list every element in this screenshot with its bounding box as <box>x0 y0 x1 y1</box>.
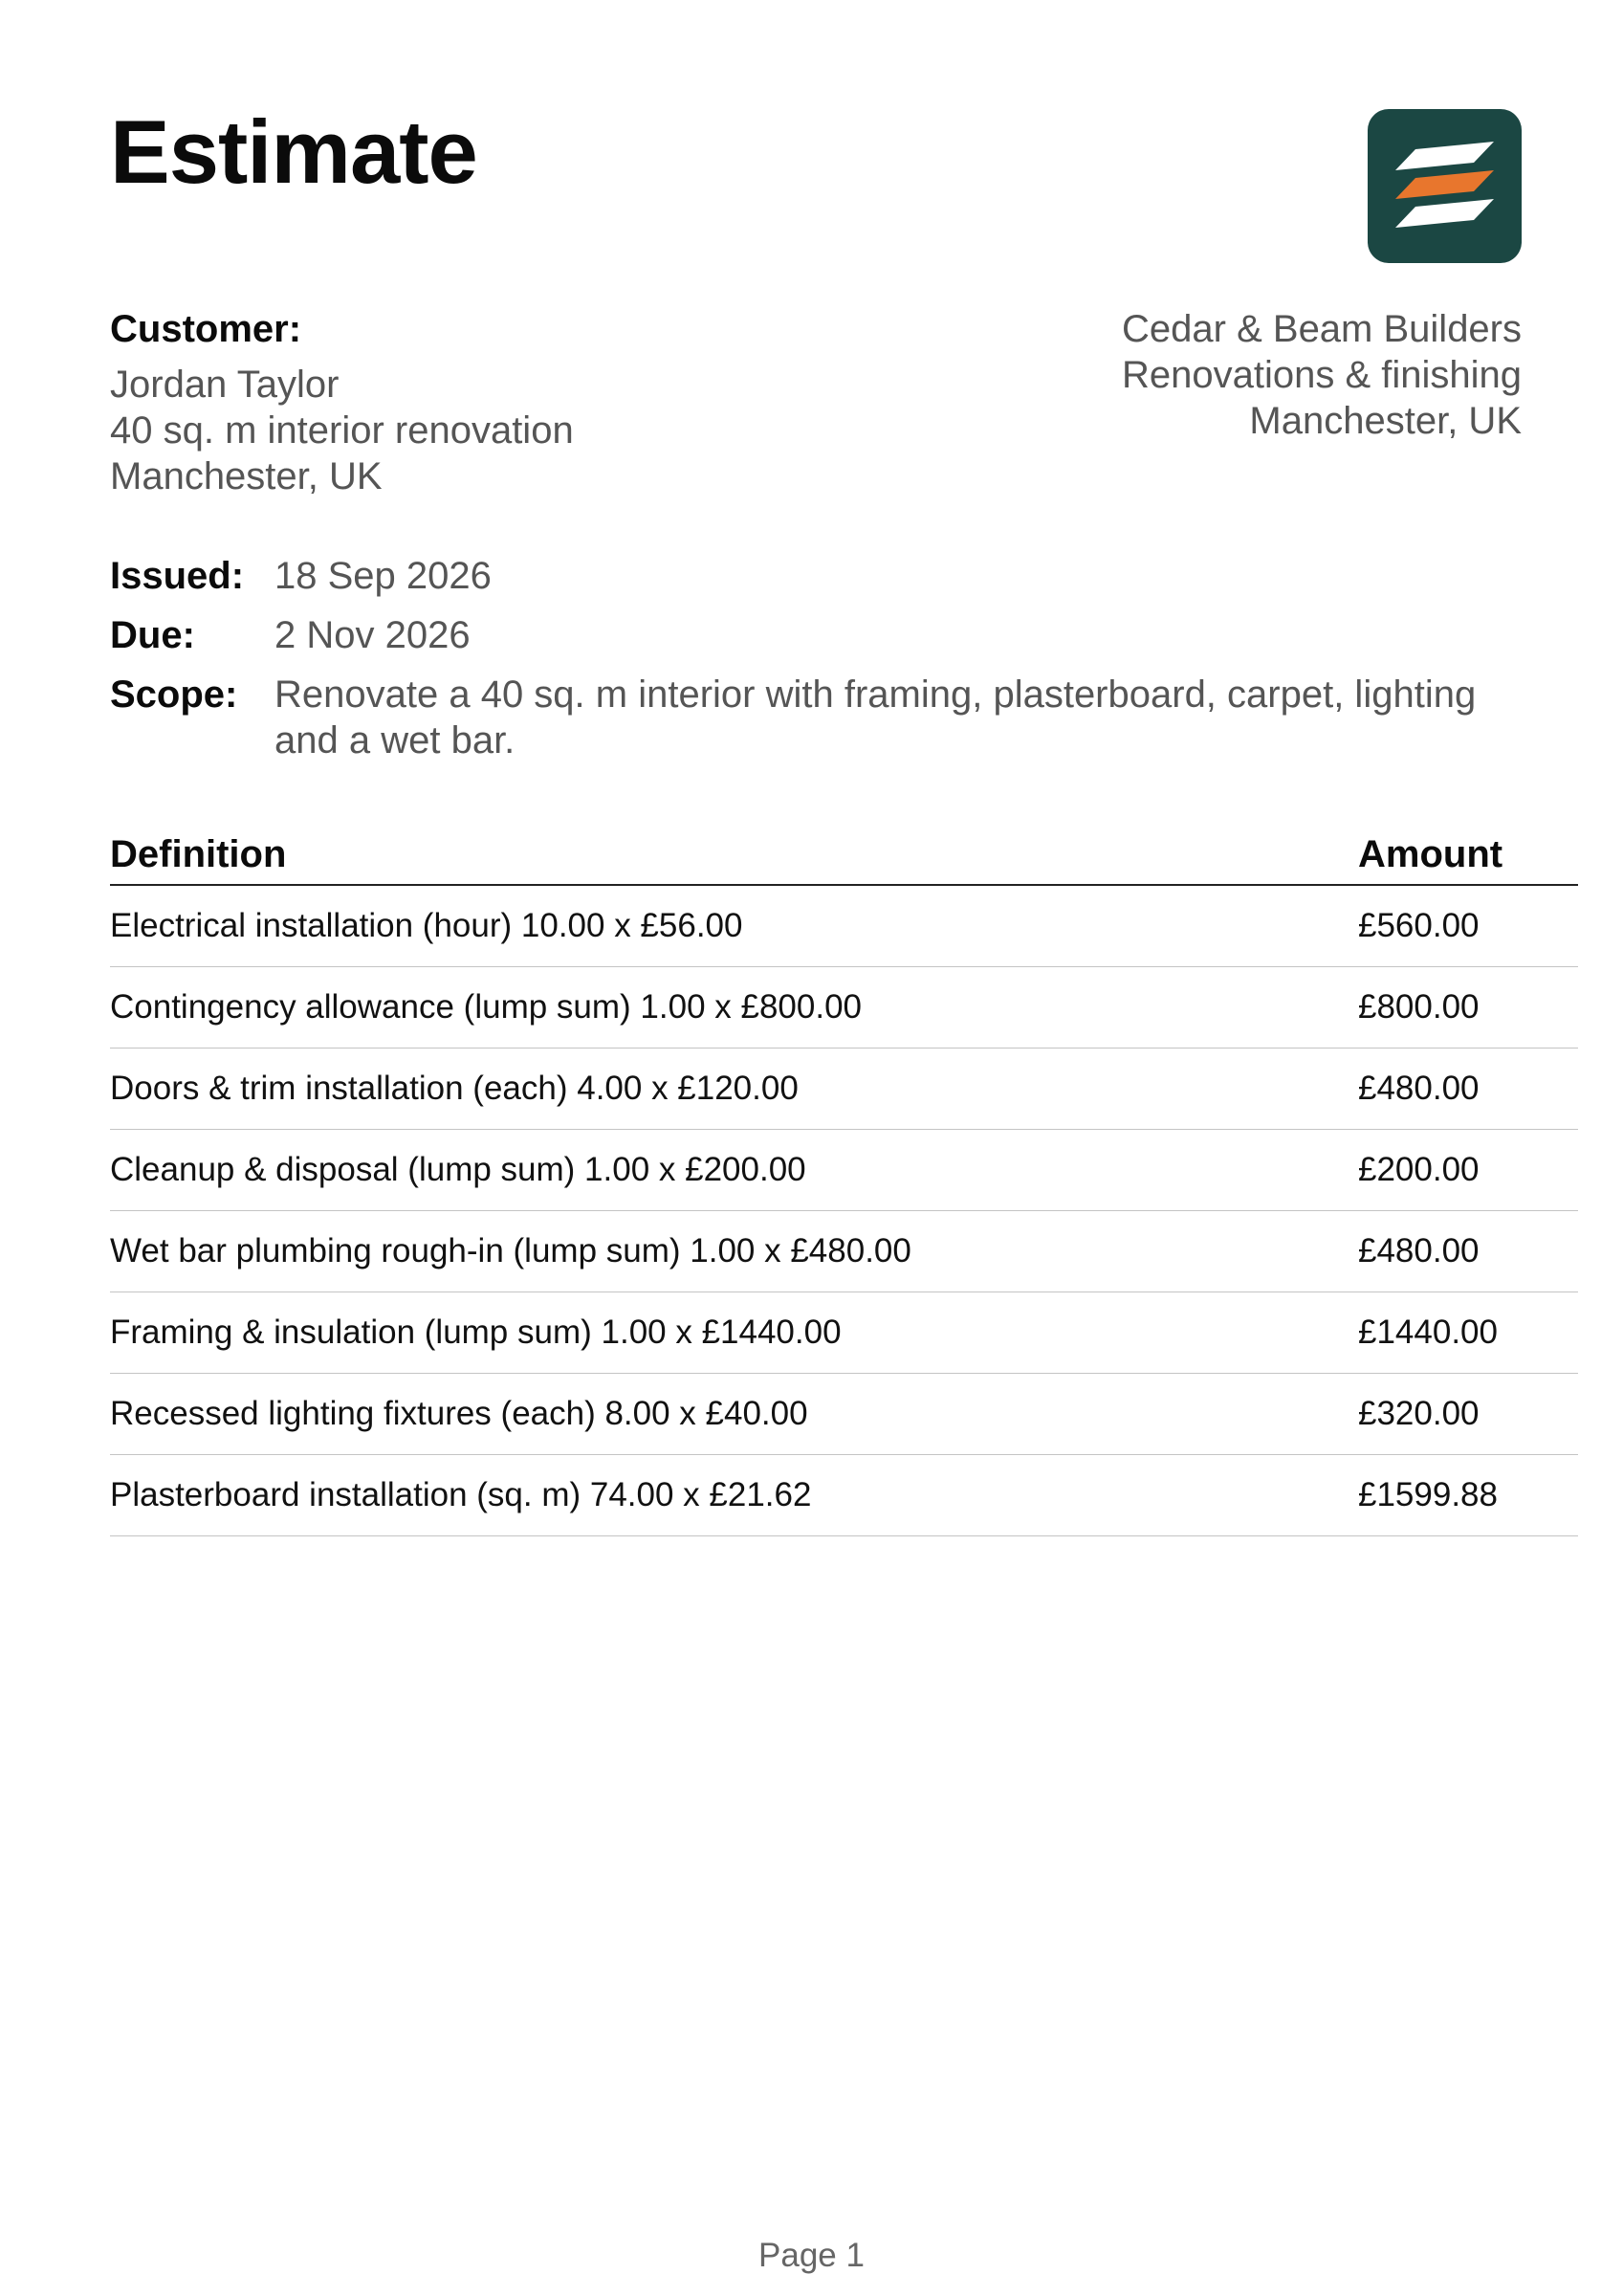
customer-name: Jordan Taylor <box>110 364 340 406</box>
company-location: Manchester, UK <box>1249 400 1522 442</box>
item-definition: Contingency allowance (lump sum) 1.00 x £800.00 <box>110 967 1358 1049</box>
item-amount: £800.00 <box>1358 967 1578 1049</box>
company-name: Cedar & Beam Builders <box>1122 308 1522 350</box>
company-tagline: Renovations & finishing <box>1121 354 1522 396</box>
item-definition: Recessed lighting fixtures (each) 8.00 x £40.00 <box>110 1374 1358 1455</box>
item-amount: £1599.88 <box>1358 1455 1578 1536</box>
item-definition: Electrical installation (hour) 10.00 x £56.00 <box>110 885 1358 967</box>
scope-label: Scope: <box>110 673 238 716</box>
layered-sheets-icon <box>1368 109 1522 263</box>
customer-project: 40 sq. m interior renovation <box>110 409 574 452</box>
table-row <box>110 1211 1578 1292</box>
item-amount: £1440.00 <box>1358 1292 1578 1374</box>
table-row <box>110 885 1578 967</box>
item-definition: Plasterboard installation (sq. m) 74.00 x £21.62 <box>110 1455 1358 1536</box>
table-header-row <box>110 828 1578 885</box>
customer-heading: Customer: <box>110 308 302 350</box>
item-amount: £200.00 <box>1358 1130 1578 1211</box>
scope-row <box>110 672 1535 763</box>
item-definition: Doors & trim installation (each) 4.00 x £120.00 <box>110 1049 1358 1130</box>
item-definition: Cleanup & disposal (lump sum) 1.00 x £200.00 <box>110 1130 1358 1211</box>
scope-description: Renovate a 40 sq. m interior with framing, plasterboard, carpet, lighting and a wet bar. <box>274 673 1477 762</box>
item-amount: £480.00 <box>1358 1049 1578 1130</box>
table-row <box>110 1455 1578 1536</box>
item-amount: £320.00 <box>1358 1374 1578 1455</box>
customer-details <box>110 306 574 499</box>
issued-date: 18 Sep 2026 <box>274 555 492 597</box>
page-title: Estimate <box>110 101 477 202</box>
issued-label: Issued: <box>110 555 245 597</box>
table-row <box>110 1292 1578 1374</box>
due-label: Due: <box>110 614 195 656</box>
definition-column-header: Definition <box>110 828 1358 885</box>
table-row <box>110 1130 1578 1211</box>
company-logo <box>1368 109 1522 263</box>
amount-column-header: Amount <box>1358 828 1578 885</box>
page-number: Page 1 <box>758 2237 865 2274</box>
item-definition: Wet bar plumbing rough-in (lump sum) 1.00 x £480.00 <box>110 1211 1358 1292</box>
customer-location: Manchester, UK <box>110 455 383 497</box>
line-items-table <box>110 828 1578 1536</box>
issued-row <box>110 553 1535 599</box>
estimate-meta <box>110 553 1535 777</box>
item-amount: £560.00 <box>1358 885 1578 967</box>
due-row <box>110 612 1535 658</box>
due-date: 2 Nov 2026 <box>274 614 471 656</box>
table-row <box>110 967 1578 1049</box>
item-definition: Framing & insulation (lump sum) 1.00 x £1440.00 <box>110 1292 1358 1374</box>
item-amount: £480.00 <box>1358 1211 1578 1292</box>
company-details <box>1122 306 1522 444</box>
table-row <box>110 1374 1578 1455</box>
table-row <box>110 1049 1578 1130</box>
